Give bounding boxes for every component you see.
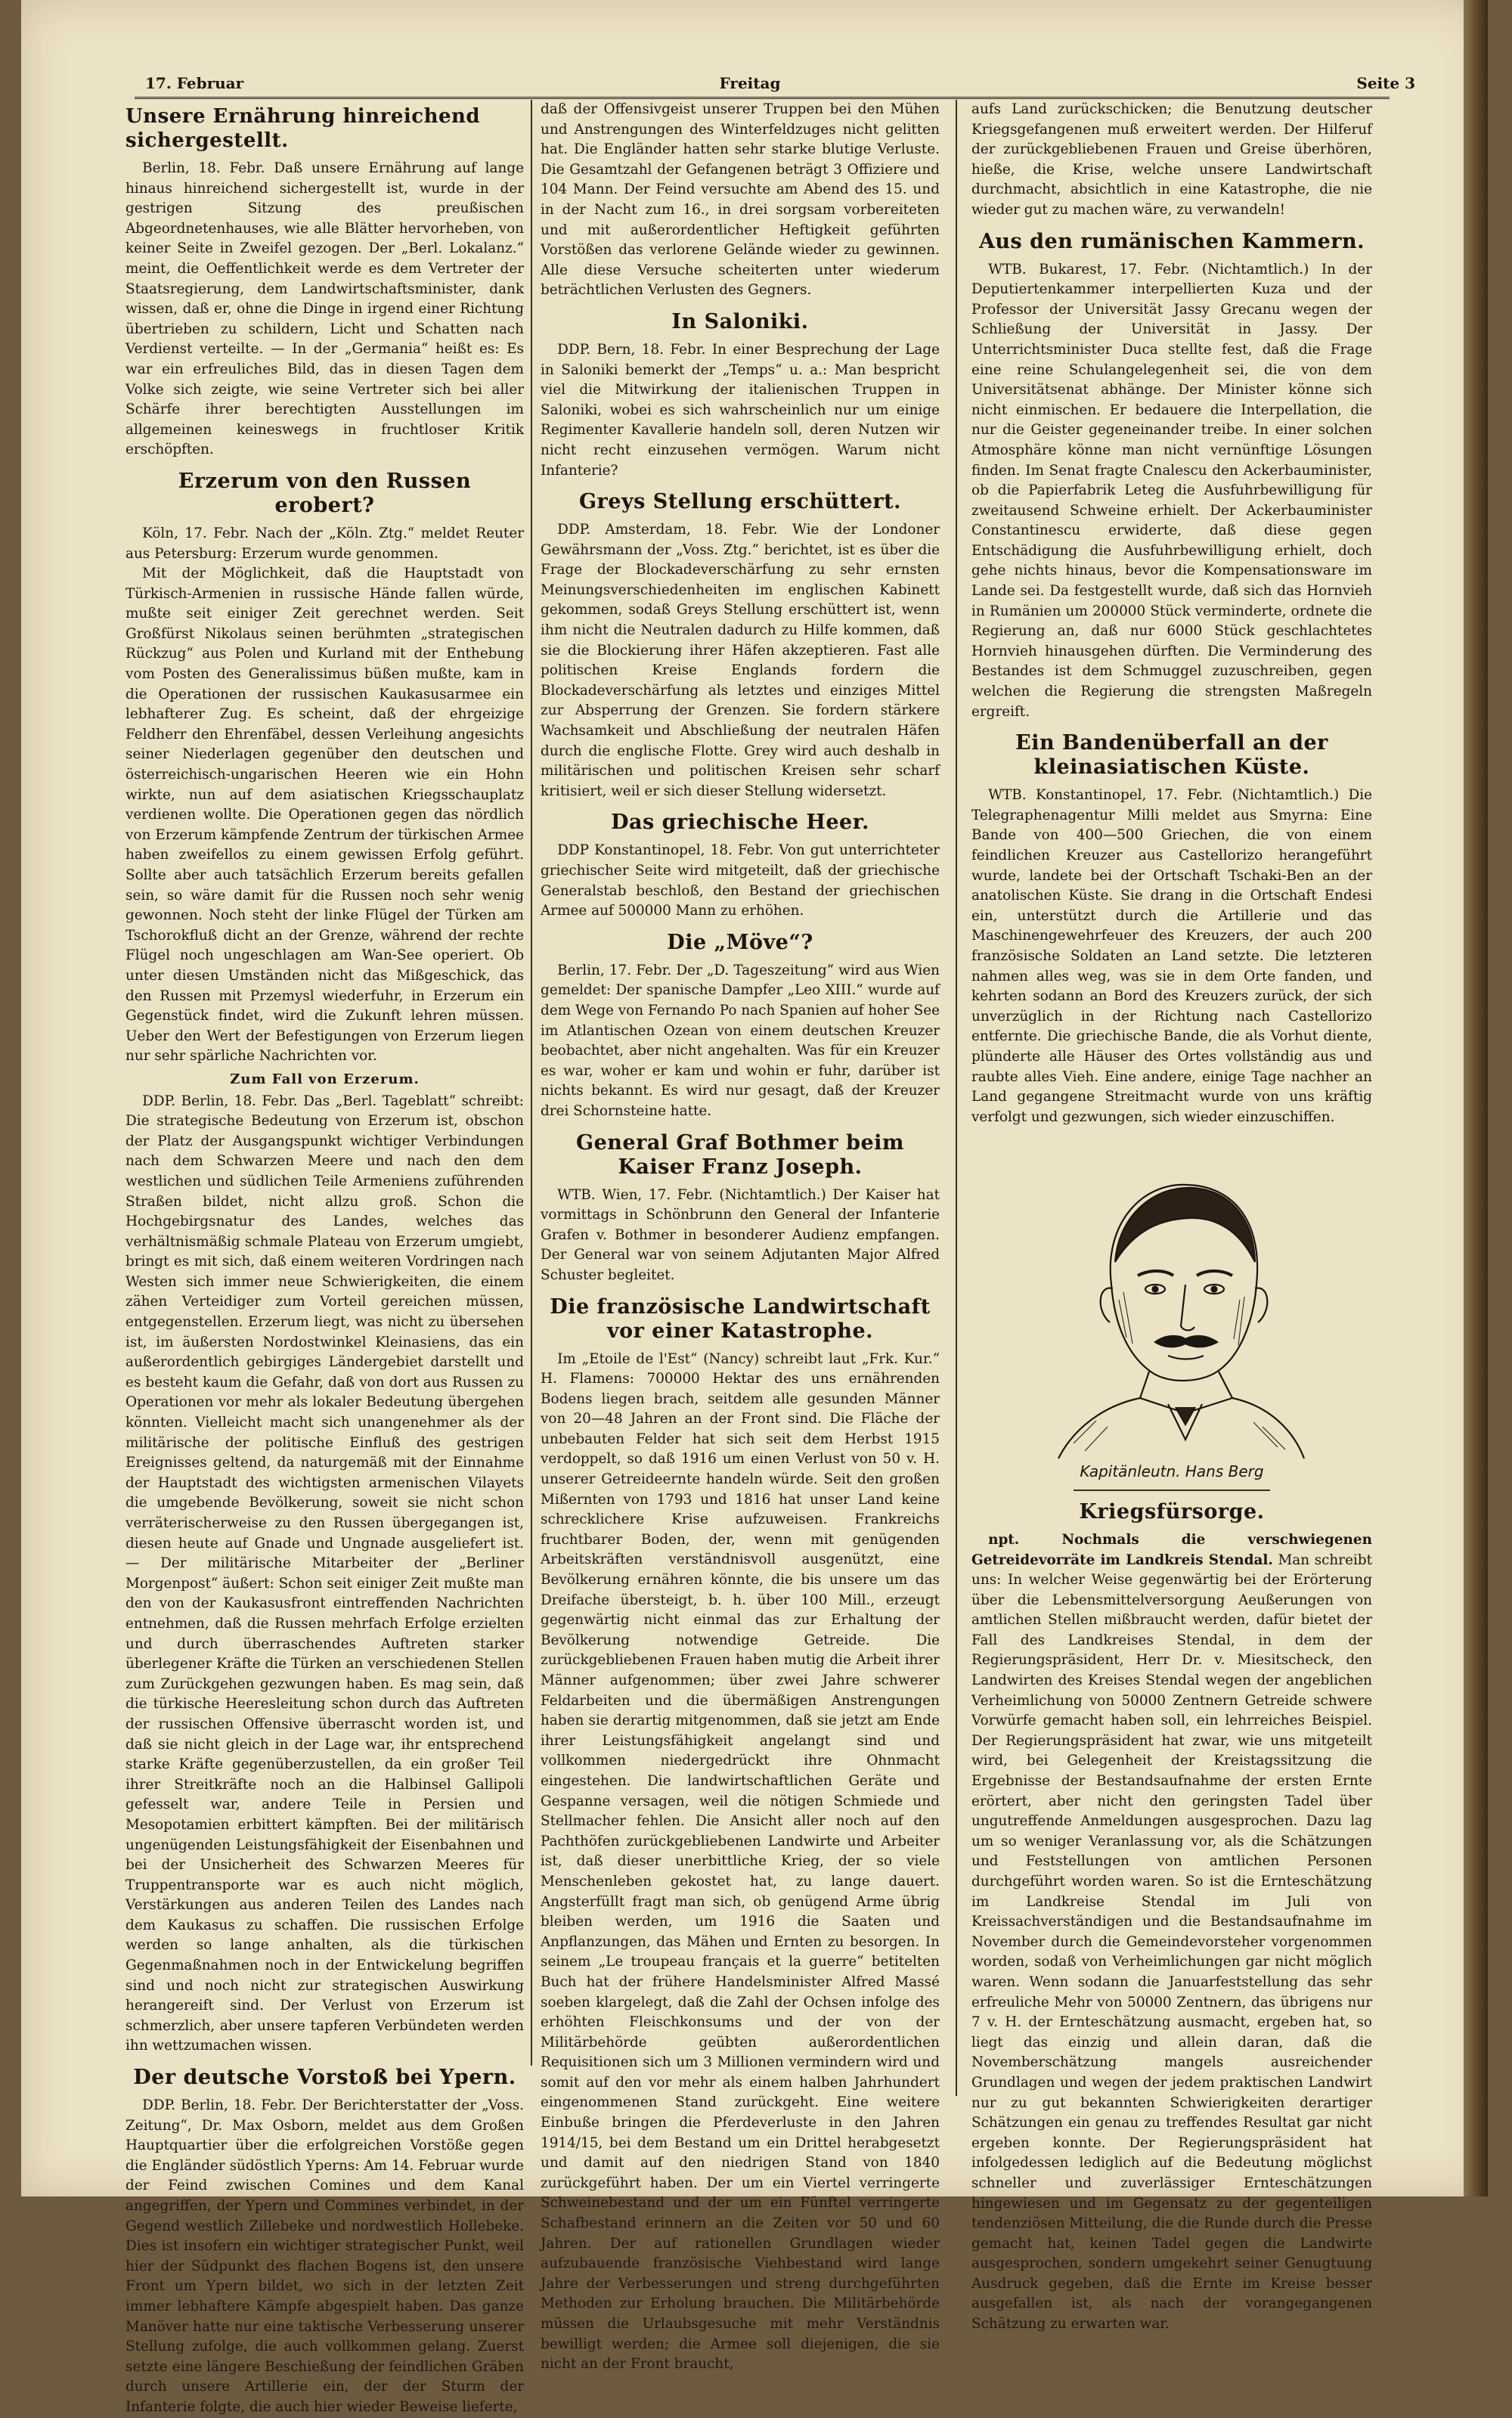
separator-rule bbox=[1074, 1490, 1270, 1491]
article-body: WTB. Konstantinopel, 17. Febr. (Nichtamtlich.) Die Telegraphenagentur Milli meldet aus Smyrna: Eine Bande von 400—500 Griechen, die von einem feindlichen Kreuzer aus Castellorizo herangeführt wurde, landete bei der Ortschaft Tschaki-Ben an der anatolischen Küste. Sie drang in die Ortschaft Endesi ein, unterstützt durch die Artillerie und das Maschinengewehrfeuer des Kreuzers, der auch 200 französische Soldaten an Land setzte. Die letzteren nahmen alles weg, was sie in dem Orte fanden, und kehrten sodann an Bord des Kreuzers zurück, der sich unverzüglich in der Richtung nach Castellorizo entfernte. Die griechische Bande, die als Vorhut diente, plünderte alle Häuser des Ortes vollständig aus und raubte alles Vieh. Eine andere, einige Tage nachher an Land gegangene Streitmacht wurde von uns kräftig verfolgt und gezwungen, sich wieder einzuschiffen. bbox=[971, 787, 1372, 1125]
page-binding-edge bbox=[1464, 0, 1488, 2196]
article-body: Berlin, 17. Febr. Der „D. Tageszeitung“ wird aus Wien gemeldet: Der spanische Dampfer „Leo XIII.“ wurde auf dem Wege von Fernando Po nach Spanien auf hoher See im Atlantischen Ozean von einem deutschen Kreuzer beobachtet, aber nicht angehalten. Was für ein Kreuzer es war, woher er kam und wohin er fuhr, darüber ist nichts bekannt. Es wird nur gesagt, daß der Kreuzer drei Schornsteine hatte. bbox=[541, 962, 940, 1119]
article-body: DDP. Amsterdam, 18. Febr. Wie der Londoner Gewährsmann der „Voss. Ztg.“ berichtet, ist es über die Frage der Blockadeverschärfung zu sehr ernsten Meinungsverschiedenheiten im englischen Kabinett gekommen, sodaß Greys Stellung erschüttert ist, wenn ihm nicht die Neutralen dadurch zu Hilfe kommen, daß sie die Blockierung ihrer Häfen akzeptieren. Fast alle politischen Kreise Englands fordern die Blockadeverschärfung als letztes und einziges Mittel zur Absperrung der Grenzen. Sie fordern stärkere Wachsamkeit und Abschließung der neutralen Häfen durch die englische Flotte. Grey wird auch deshalb in militärischen und politischen Kreisen sehr scharf kritisiert, weil er sich dieser Stellung widersetzt. bbox=[541, 522, 940, 799]
headline: Unsere Ernährung hinreichend sichergestellt. bbox=[125, 105, 481, 152]
headline: Der deutsche Vorstoß bei Ypern. bbox=[133, 2066, 516, 2090]
article-moewe bbox=[541, 931, 940, 1122]
headline: Das griechische Heer. bbox=[611, 811, 869, 835]
header-date: 17. Februar bbox=[145, 74, 244, 92]
article-grey bbox=[541, 490, 940, 801]
newspaper-page bbox=[21, 0, 1488, 2415]
article-body: Im „Etoile de l'Est“ (Nancy) schreibt laut „Frk. Kur.“ H. Flamens: 700000 Hektar des uns ernährenden Bodens liegen brach, seitdem alle gesunden Männer von 20—48 Jahren an der Front sind. Die Fläche der unbebauten Felder hat sich seit dem Herbst 1915 verdoppelt, so daß 1916 um einen Verlust von 50 v. H. unserer Getreideernte handeln würde. Seit den großen Mißernten von 1793 und 1816 hat unser Land keine schrecklichere Krise aufzuweisen. Frankreichs fruchtbarer Boden, der, wenn mit genügenden Arbeitskräften verständnisvoll ausgenützt, eine Bevölkerung ernähren könnte, die bis unsere um das Dreifache übersteigt, b. h. über 100 Mill., erzeugt gegenwärtig nicht einmal das zur Erhaltung der Bevölkerung notwendige Getreide. Die zurückgebliebenen Frauen haben mutig die Arbeit ihrer Männer aufgenommen; über zwei Jahre schwerer Feldarbeiten und die übermäßigen Anstrengungen haben sie derartig mitgenommen, daß sie jetzt am Ende ihrer Leistungsfähigkeit angelangt sind und vollkommen niedergedrückt ihre Ohnmacht eingestehen. Die landwirtschaftlichen Geräte und Gespanne versagen, weil die nötigen Schmiede und Stellmacher fehlen. Die Ansicht aller noch auf den Pachthöfen zurückgebliebenen Landwirte und Arbeiter ist, daß dieser unerbittliche Krieg, der so viele Menschenleben gekostet hat, zu lange dauert. Angsterfüllt fragt man sich, ob genügend Arme übrig bleiben werden, um 1916 die Saaten und Anpflanzungen, das Mähen und Ernten zu besorgen. In seinem „Le troupeau français et la guerre“ betitelten Buch hat der frühere Handelsminister Alfred Massé soeben klargelegt, daß die Zahl der Ochsen infolge des erhöhten Fleischkonsums und der von der Militärbehörde geübten außerordentlichen Requisitionen sich um 3 Millionen vermindern wird und somit auf den vor mehr als einem halben Jahrhundert eingenommenen Stand zurückgeht. Eine weitere Einbuße bringen die Pferdeverluste in den Jahren 1914/15, bei dem Bestand um ein Drittel herabgesetzt und damit auf den niedrigen Stand von 1840 zurückgeführt haben. Der um ein Viertel verringerte Schweinebestand und der um ein Fünftel verringerte Schafbestand erinnern an die Zeiten vor 50 und 60 Jahren. Der auf rationellen Grundlagen wieder aufzubauende französische Viehbestand wird lange Jahre der Verbesserungen und streng durchgeführten Methoden zur Erholung brauchen. Die Militärbehörde müssen die Urlaubsgesuche mit mehr Verständnis bewilligt werden; die Armee soll diejenigen, die sie nicht an der Front braucht, bbox=[541, 1350, 940, 2373]
article-body: Berlin, 18. Febr. Daß unsere Ernährung auf lange hinaus hinreichend sichergestellt ist, wurde in der gestrigen Sitzung des preußischen Abgeordnetenhauses, wie alle Blätter hervorheben, von keiner Seite in Zweifel gezogen. Der „Berl. Lokalanz.“ meint, die Oeffentlichkeit werde es dem Vertreter der Staatsregierung, dem Landwirtschaftsminister, dank wissen, daß er, ohne die Dinge in irgend einer Richtung übertrieben zu schildern, Licht und Schatten nach Verdienst verteilte. — In der „Germania“ heißt es: Es war ein erfreuliches Bild, das in diesen Tagen dem Volke sich zeigte, wie seine Vertreter sich bei aller Schärfe ihrer berechtigten Ausstellungen im allgemeinen keineswegs in fruchtloser Kritik erschöpften. bbox=[125, 160, 524, 458]
article-lead: npt. Nochmals die verschwiegenen Getreidevorräte im Landkreis Stendal. bbox=[971, 1531, 1372, 1568]
article-continuation: daß der Offensivgeist unserer Truppen bei den Mühen und Anstrengungen des Winterfeldzuges nicht gelitten hat. Die Engländer hatten sehr starke blutige Verluste. Die Gesamtzahl der Gefangenen beträgt 3 Offiziere und 104 Mann. Der Feind versuchte am Abend des 15. und in der Nacht zum 16., in drei sorgsam vorbereiteten und mit außerordentlicher Heftigkeit geführten Vorstößen das verlorene Gelände wieder zu gewinnen. Alle diese Versuche scheiterten unter wiederum beträchtlichen Verlusten des Gegners. bbox=[541, 101, 940, 299]
article-saloniki bbox=[541, 310, 940, 481]
article-rumaenien bbox=[971, 230, 1372, 723]
column-divider bbox=[531, 100, 532, 2066]
portrait-illustration bbox=[1013, 1141, 1331, 1459]
article-continuation: aufs Land zurückschicken; die Benutzung deutscher Kriegsgefangenen muß erweitert werden. Der Hilferuf der zurückgebliebenen Frauen und Greise überhören, hieße, die Krise, welche unsere Landwirtschaft durchmacht, absichtlich in eine Katastrophe, die nie wieder gut zu machen wäre, zu verwandeln! bbox=[971, 101, 1372, 218]
article-body: Köln, 17. Febr. Nach der „Köln. Ztg.“ meldet Reuter aus Petersburg: Erzerum wurde genommen. bbox=[125, 525, 524, 562]
headline: Die „Möve“? bbox=[667, 930, 813, 954]
subheadline: Zum Fall von Erzerum. bbox=[230, 1071, 420, 1087]
column-1 bbox=[125, 100, 525, 2415]
article-ypern bbox=[125, 2066, 524, 2418]
article-body: WTB. Wien, 17. Febr. (Nichtamtlich.) Der Kaiser hat vormittags in Schönbrunn den General der Infanterie Grafen v. Bothmer in besonderer Audienz empfangen. Der General war von seinem Adjutanten Major Alfred Schuster begleitet. bbox=[541, 1186, 940, 1283]
article-ernaehrung bbox=[125, 104, 524, 460]
article-body bbox=[971, 1530, 1372, 2335]
headline: General Graf Bothmer beim Kaiser Franz Joseph. bbox=[576, 1130, 904, 1179]
article-body: Mit der Möglichkeit, daß die Hauptstadt von Türkisch-Armenien in russische Hände fallen würde, mußte seit einiger Zeit gerechnet werden. Seit Großfürst Nikolaus seinen berühmten „strategischen Rückzug“ aus Polen und Kurland mit der Enthebung vom Posten des Generalissimus büßen mußte, kam in die Operationen der russischen Kaukasusarmee ein lebhafterer Zug. Es scheint, daß der ehrgeizige Feldherr den Ehrenfäbel, dessen Verleihung angesichts seiner Niederlagen gegenüber den deutschen und österreichisch-ungarischen Heeren wie ein Hohn wirkte, nun auf dem asiatischen Kriegsschauplatz verdienen wollte. Die Operationen gegen das nördlich von Erzerum kämpfende Zentrum der türkischen Armee haben zweifellos zu einem gewissen Erfolg geführt. Sollte aber auch tatsächlich Erzerum bereits gefallen sein, so wäre damit für die Russen noch sehr wenig gewonnen. Noch steht der linke Flügel der Türken am Tschorokfluß dicht an der Grenze, während der rechte Flügel noch ungeschlagen am Wan-See operiert. Ob unter diesen Umständen nicht das Mißgeschick, das den Russen mit Przemysl wiederfuhr, in Erzerum ein Gegenstück findet, wird die Zukunft lehren müssen. Ueber den Wert der Befestigungen von Erzerum liegen nur sehr spärliche Nachrichten vor. bbox=[125, 566, 524, 1065]
headline: Aus den rumänischen Kammern. bbox=[978, 229, 1365, 253]
column-divider bbox=[956, 100, 957, 2096]
headline: Erzerum von den Russen erobert? bbox=[178, 469, 472, 517]
article-body: WTB. Bukarest, 17. Febr. (Nichtamtlich.) In der Deputiertenkammer interpellierten Kuza und der Professor der Universität Jassy Grecanu wegen der Schließung der Universität in Jassy. Der Unterrichtsminister Duca stellte fest, daß die Frage eine reine Schulangelegenheit sei, die von dem Universitätsenat abhänge. Der Minister könne sich nicht einmischen. Er bedauere die Interpellation, die nur die Geister gegeneinander treibe. In einer solchen Atmosphäre könne man nicht vernünftige Lösungen finden. Im Senat fragte Cnalescu den Ackerbauminister, ob die Papierfabrik Leteg die Ausfuhrbewilligung für zweitausend Schweine erhielt. Der Ackerbauminister Constantinescu erwiderte, daß diese gegen Entschädigung die Ausfuhrbewilligung erhielt, doch gehe nichts hinaus, bevor die Kompensationsware im Lande sei. Da festgestellt wurde, daß sich das Hornvieh in Rumänien um 200000 Stück verminderte, ordnete die Regierung an, daß nur 6000 Stück geschlachtetes Hornvieh hinausgehen dürften. Die Verminderung des Bestandes ist dem Schmuggel zuzuschreiben, gegen welchen die Regierung die strengsten Maßregeln ergreift. bbox=[971, 261, 1372, 720]
headline: Kriegsfürsorge. bbox=[1079, 1499, 1265, 1524]
column-3 bbox=[971, 100, 1372, 2333]
article-bothmer bbox=[541, 1131, 940, 1286]
article-text: Man schreibt uns: In welcher Weise gegenwärtig bei der Erörterung über die Lebensmittelversorgung Aeußerungen von amtlichen Stellen mißbraucht werden, dafür bietet der Fall des Landkreises Stendal, in dem der Regierungspräsident, Herr Dr. v. Miesitscheck, den Landwirten des Kreises Stendal wegen der angeblichen Verheimlichung von 50000 Zentnern Getreide schwere Vorwürfe gemacht haben soll, ein lehrreiches Beispiel. Der Regierungspräsident hat zwar, wie uns mitgeteilt wird, bei Gelegenheit der Kreistagssitzung die Ergebnisse der Bestandsaufnahme der ersten Ernte erörtert, aber nicht den geringsten Tadel über ungutreffende Anmeldungen ausgesprochen. Dazu lag um so weniger Veranlassung vor, als die Schätzungen und Feststellungen von amtlichen Personen durchgeführt worden waren. So ist die Ernteschätzung im Landkreise Stendal im Juli von Kreissachverständigen und die Bestandsaufnahme im November durch die Gemeindevorsteher vorgenommen worden, sodaß von Verheimlichungen gar nicht möglich waren. Wenn sodann die Januarfeststellung das sehr erfreuliche Mehr von 50000 Zentnern, das übrigens nur 7 v. H. der Ernteschätzung ausmacht, ergeben hat, so liegt das einzig und allein daran, daß die Novemberschätzung mangels ausreichender Grundlagen und wegen der jedem praktischen Landwirt nur zu gut bekannten Schwierigkeiten derartiger Schätzungen ein genau zu treffendes Resultat gar nicht ergeben konnte. Der Regierungspräsident hat infolgedessen lediglich auf die Bedeutung möglichst schneller und zuverlässiger Ernteschätzungen hingewiesen und im Gegensatz zu der gegenteiligen tendenziösen Mitteilung, die die Runde durch die Presse gemacht hat, keinen Tadel gegen die Landwirte ausgesprochen, sondern umgekehrt seiner Genugtuung Ausdruck gegeben, daß die Ernte im Kreise besser ausgefallen ist, als nach der vorangegangenen Schätzung zu erwarten war. bbox=[971, 1552, 1372, 2333]
headline: Ein Bandenüberfall an der kleinasiatischen Küste. bbox=[1015, 731, 1328, 780]
article-frankreich bbox=[541, 1295, 940, 2375]
article-body: DDP Konstantinopel, 18. Febr. Von gut unterrichteter griechischer Seite wird mitgeteilt, daß der griechische Generalstab beschloß, den Bestand der griechischen Armee auf 500000 Mann zu erhöhen. bbox=[541, 842, 940, 919]
headline: In Saloniki. bbox=[671, 309, 809, 333]
header-rule bbox=[135, 97, 1390, 99]
headline: Die französische Landwirtschaft vor einer Katastrophe. bbox=[550, 1294, 931, 1343]
article-kriegsfuersorge bbox=[971, 1500, 1372, 2335]
article-body: DDP. Berlin, 18. Febr. Der Berichterstatter der „Voss. Zeitung“, Dr. Max Osborn, meldet aus dem Großen Hauptquartier über die erfolgreichen Vorstöße gegen die Engländer südöstlich Yperns: Am 14. Februar wurde der Feind zwischen Comines und dem Kanal angegriffen, der Ypern und Commines verbindet, in der Gegend westlich Zillebeke und nordwestlich Hollebeke. Dies ist insofern ein wichtiger strategischer Punkt, weil hier der Südpunkt des flachen Bogens ist, den unsere Front um Ypern bildet, wo sich in der letzten Zeit immer lebhaftere Kämpfe abgespielt haben. Das ganze Manöver hatte nur eine taktische Verbesserung unserer Stellung zufolge, die auch vollkommen gelang. Zuerst setzte eine längere Beschießung der feindlichen Gräben durch unsere Artillerie ein, der der Sturm der Infanterie folgte, die auch hier wieder Beweise lieferte, bbox=[125, 2097, 524, 2415]
headline: Greys Stellung erschüttert. bbox=[579, 490, 901, 514]
article-heer bbox=[541, 811, 940, 921]
column-2 bbox=[541, 100, 940, 2373]
article-body: DDP. Bern, 18. Febr. In einer Besprechung der Lage in Saloniki bemerkt der „Temps“ u. a.: Man bespricht viel die Mitwirkung der italienischen Truppen in Saloniki, wobei es sich wahrscheinlich nur um einige Regimenter Kavallerie handeln soll, deren Nutzen wir nicht recht einzusehen vermögen. Warum nicht Infanterie? bbox=[541, 341, 940, 479]
article-erzerum bbox=[125, 470, 524, 2057]
portrait-caption: Kapitänleutn. Hans Berg bbox=[1080, 1462, 1264, 1481]
article-bandenueberfall bbox=[971, 731, 1372, 1127]
header-weekday: Freitag bbox=[719, 74, 781, 92]
header-page-number: Seite 3 bbox=[1356, 74, 1415, 92]
page-header bbox=[85, 74, 1415, 97]
article-body: DDP. Berlin, 18. Febr. Das „Berl. Tageblatt“ schreibt: Die strategische Bedeutung von Erzerum ist, obschon der Platz der Ausgangspunkt wichtiger Verbindungen nach dem Schwarzen Meere und nach den dem westlichen und südlichen Teile Armeniens zuführenden Straßen bildet, nicht allzu groß. Schon die Hochgebirgsnatur des Landes, welches das verhältnismäßig schmale Plateau von Erzerum umgiebt, bringt es mit sich, daß einem weiteren Vordringen nach Westen sich immer neue Schwierigkeiten, die einem zähen Verteidiger zum Vorteil gereichen müssen, entgegenstellen. Erzerum liegt, was nicht zu übersehen ist, im äußersten Nordostwinkel Kleinasiens, das ein außerordentlich gebirgiges Ländergebiet darstellt und es besteht kaum die Gefahr, daß von dort aus Russen zu Operationen vor mehr als lokaler Bedeutung übergehen könnten. Vielleicht macht sich unangenehmer als der militärische der politische Einfluß des gestrigen Ereignisses geltend, da naturgemäß mit der Einnahme der Hauptstadt des wichtigsten armenischen Vilayets die umgebende Bevölkerung, soweit sie nicht schon verräterischerweise zu den Russen übergegangen ist, diesen heute auf Gnade und Ungnade ausgeliefert ist. — Der militärische Mitarbeiter der „Berliner Morgenpost“ äußert: Schon seit einiger Zeit mußte man den von der Kaukasusfront eintreffenden Nachrichten entnehmen, daß die Russen mehrfach Erfolge erzielten und durch überraschendes Auftreten starker überlegener Kräfte die Türken an verschiedenen Stellen zum Zurückgehen gezwungen haben. Es mag sein, daß die türkische Heeresleitung schon durch das Auftreten der russischen Offensive überrascht worden ist, und daß sie nicht gleich in der Lage war, ihr entsprechend starke Kräfte gegenüberzustellen, da ein großer Teil ihrer Streitkräfte noch an die Halbinsel Gallipoli gefesselt war, andere Teile in Persien und Mesopotamien erbittert kämpften. Bei der militärisch ungenügenden Leistungsfähigkeit der Eisenbahnen und bei der Unsicherheit des Schwarzen Meeres für Truppentransporte war es auch nicht möglich, Verstärkungen aus anderen Teilen des Landes nach dem Kaukasus zu schaffen. Die russischen Erfolge werden so lange anhalten, als die türkischen Gegenmaßnahmen noch in der Entwickelung begriffen sind und noch nicht zur strategischen Auswirkung herangereift sind. Der Verlust von Erzerum ist schmerzlich, aber unsere tapferen Verbündeten werden ihn wettzumachen wissen. bbox=[125, 1093, 525, 2054]
